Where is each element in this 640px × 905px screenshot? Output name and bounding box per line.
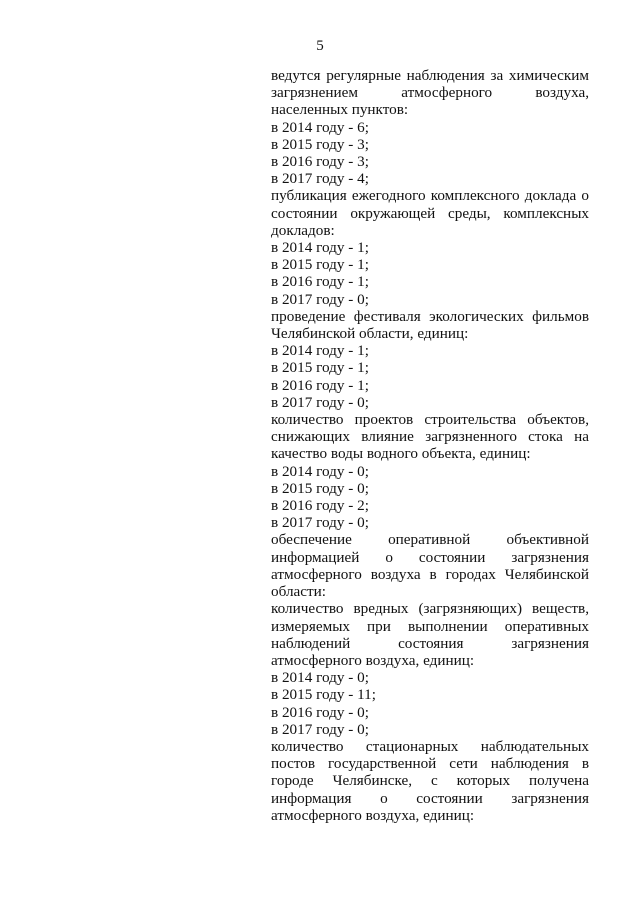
year-line: в 2017 году - 4; (271, 170, 369, 188)
year-line: в 2015 году - 0; (271, 479, 369, 497)
document-body (271, 67, 589, 824)
year-line: в 2015 году - 3; (271, 135, 369, 153)
year-line: в 2017 году - 0; (271, 393, 369, 411)
year-line: в 2016 году - 0; (271, 703, 369, 721)
paragraph-operational-info: обеспечение оперативной объективной информацией о состоянии загрязнения атмосферного воздуха в городах Челябинской области: (271, 531, 589, 601)
year-line: в 2016 году - 1; (271, 273, 369, 291)
year-line: в 2016 году - 2; (271, 497, 369, 515)
year-line: в 2014 году - 6; (271, 118, 369, 136)
year-line: в 2016 году - 3; (271, 153, 369, 171)
paragraph-annual-report: публикация ежегодного комплексного доклада о состоянии окружающей среды, комплексных докладов: (271, 187, 589, 239)
year-line: в 2014 году - 1; (271, 342, 369, 360)
year-line: в 2015 году - 1; (271, 256, 369, 274)
year-line: в 2017 году - 0; (271, 720, 369, 738)
paragraph-pollutant-count: количество вредных (загрязняющих) веществ, измеряемых при выполнении оперативных наблюдений состояния загрязнения атмосферного воздуха, единиц: (271, 600, 589, 669)
paragraph-film-festival: проведение фестиваля экологических фильмов Челябинской области, единиц: (271, 307, 589, 343)
year-line: в 2017 году - 0; (271, 290, 369, 308)
year-line: в 2014 году - 0; (271, 462, 369, 480)
paragraph-construction-projects: количество проектов строительства объектов, снижающих влияние загрязненного стока на качество воды водного объекта, единиц: (271, 411, 589, 463)
year-line: в 2014 году - 0; (271, 669, 369, 687)
year-line: в 2014 году - 1; (271, 239, 369, 257)
year-line: в 2015 году - 11; (271, 686, 376, 704)
paragraph-monitoring-posts: количество стационарных наблюдательных постов государственной сети наблюдения в городе Челябинске, с которых получена информация о состоянии загрязнения атмосферного воздуха, единиц: (271, 737, 589, 824)
page-number: 5 (316, 38, 324, 54)
paragraph-air-monitoring-intro: ведутся регулярные наблюдения за химическим загрязнением атмосферного воздуха, населенных пунктов: (271, 67, 589, 119)
year-line: в 2015 году - 1; (271, 359, 369, 377)
year-line: в 2017 году - 0; (271, 514, 369, 532)
year-line: в 2016 году - 1; (271, 376, 369, 394)
